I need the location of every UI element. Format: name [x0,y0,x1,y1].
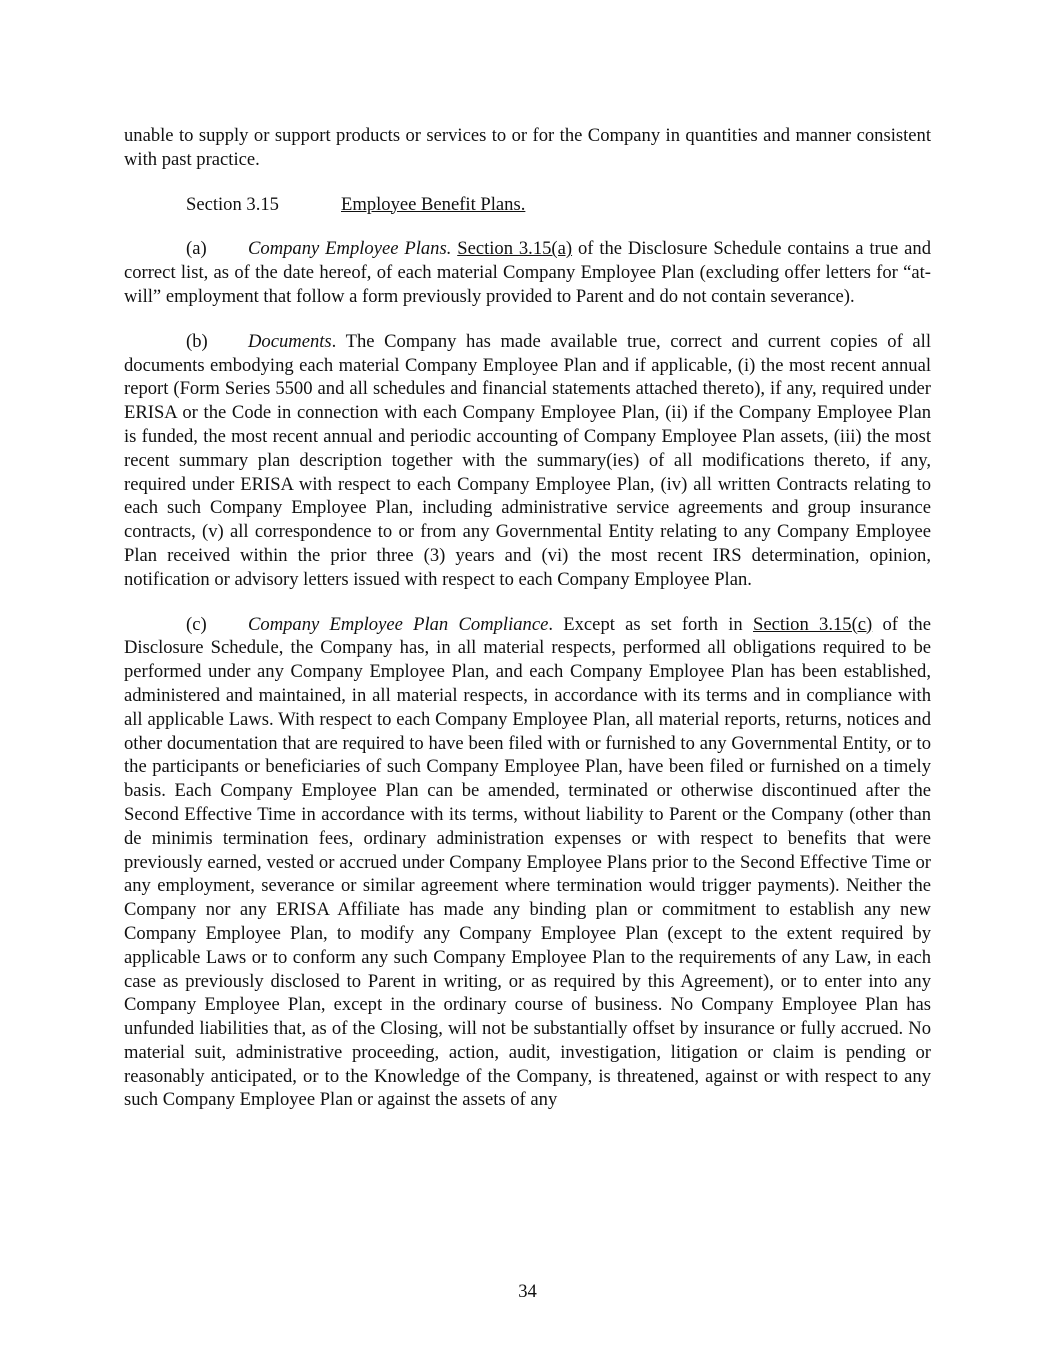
paragraph-c [124,613,931,1113]
paragraph-b-label: (b) [186,330,208,352]
section-heading [124,193,931,217]
paragraph-a-label: (a) [186,238,207,260]
paragraph-b [124,330,931,592]
paragraph-a-reference: Section 3.15(a) [457,238,573,260]
paragraph-b-title: Documents [248,330,332,352]
paragraph-c-reference: Section 3.15(c) [753,613,873,635]
page-number: 34 [518,1281,537,1302]
paragraph-c-label: (c) [186,613,207,635]
section-number: Section 3.15 [186,193,279,215]
paragraph-continuation: unable to supply or support products or services to or for the Company in quantities and manner consistent with past practice. [124,125,931,170]
paragraph-a-title: Company Employee Plans. [248,238,452,260]
paragraph-c-title: Company Employee Plan Compliance [248,613,549,635]
section-title: Employee Benefit Plans. [341,193,526,215]
paragraph-c-text: of the Disclosure Schedule, the Company has, in all material respects, performed all obligations required to be performed under any Company Employee Plan, and each Company Employee Plan has been established, administered and maintained, in all material respects, in accordance with its terms and in compliance with all applicable Laws. With respect to each Company Employee Plan, all material reports, returns, notices and other documentation that are required to have been filed with or furnished to any Governmental Entity, or to the participants or beneficiaries of such Company Employee Plan, have been filed or furnished on a timely basis. Each Company Employee Plan can be amended, terminated or otherwise discontinued after the Second Effective Time in accordance with its terms, without liability to Parent or the Company (other than de minimis termination fees, ordinary administration expenses or with respect to benefits that were previously earned, vested or accrued under Company Employee Plans prior to the Second Effective Time or any employment, severance or similar agreement where termination would trigger payments). Neither the Company nor any ERISA Affiliate has made any binding plan or commitment to establish any new Company Employee Plan, to modify any Company Employee Plan (except to the extent required by applicable Laws or to conform any such Company Employee Plan to the requirements of any Law, in each case as previously disclosed to Parent in writing, or as required by this Agreement), or to enter into any Company Employee Plan, except in the ordinary course of business. No Company Employee Plan has unfunded liabilities that, as of the Closing, will not be substantially offset by insurance or fully accrued. No material suit, administrative proceeding, action, audit, investigation, litigation or claim is pending or reasonably anticipated, or to the Knowledge of the Company, is threatened, against or with respect to any such Company Employee Plan or against the assets of any [124,613,931,1111]
document-body [124,124,931,1112]
paragraph-b-text: . The Company has made available true, correct and current copies of all documents embodying each material Company Employee Plan and if applicable, (i) the most recent annual report (Form Series 5500 and all schedules and financial statements attached thereto), if any, required under ERISA or the Code in connection with each Company Employee Plan, (ii) if the Company Employee Plan is funded, the most recent annual and periodic accounting of Company Employee Plan assets, (iii) the most recent summary plan description together with the summary(ies) of all modifications thereto, if any, required under ERISA with respect to each Company Employee Plan, (iv) all written Contracts relating to each such Company Employee Plan, including administrative service agreements and group insurance contracts, (v) all correspondence to or from any Governmental Entity relating to any Company Employee Plan received within the prior three (3) years and (vi) the most recent IRS determination, opinion, notification or advisory letters issued with respect to each Company Employee Plan. [124,330,931,590]
paragraph-c-pre: . Except as set forth in [548,613,753,635]
paragraph-a [124,237,931,308]
paragraph-a-text: of the Disclosure Schedule contains a true and correct list, as of the date hereof, of each material Company Employee Plan (excluding offer letters for “at-will” employment that follow a form previously provided to Parent and do not contain severance). [124,238,931,307]
